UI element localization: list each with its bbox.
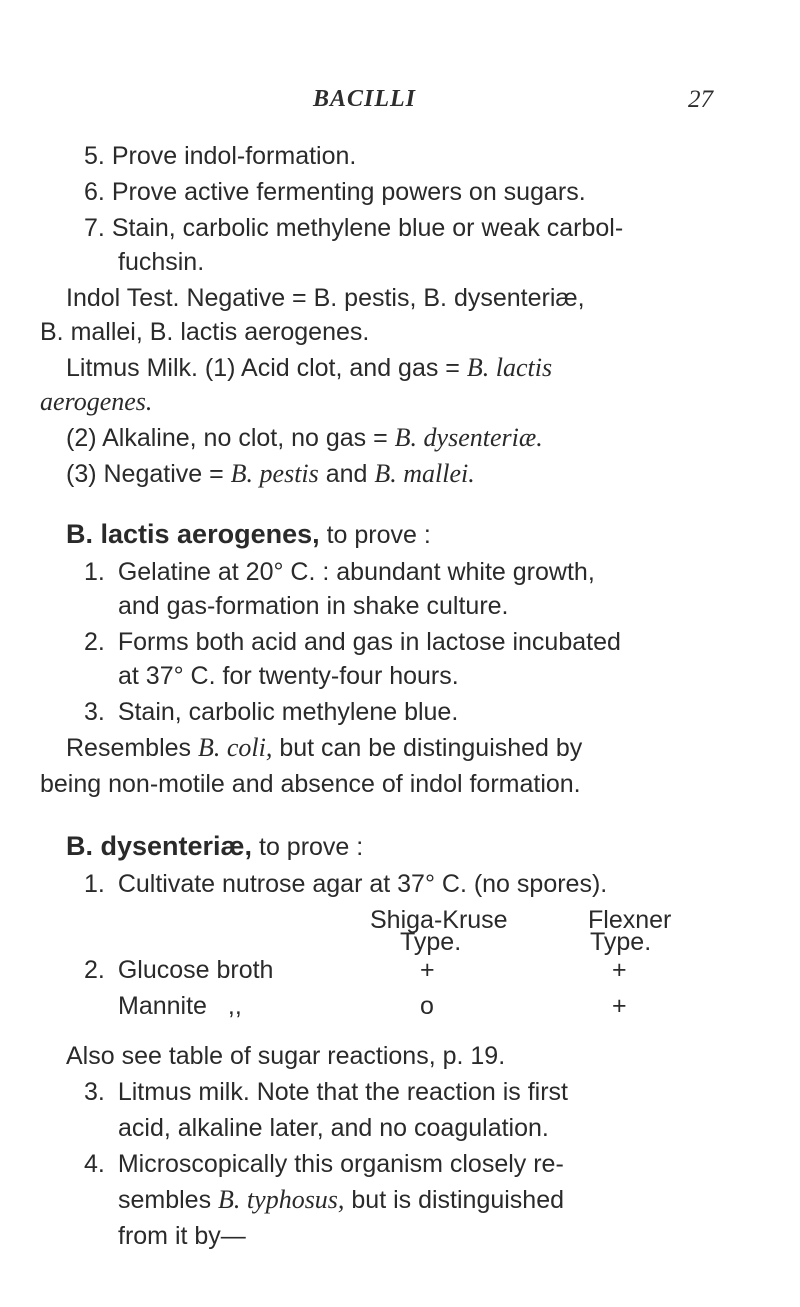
item-text: Cultivate nutrose agar at 37° C. (no spores). — [117, 870, 608, 898]
table-row — [118, 990, 242, 1022]
col-header-flexner-type: Type. — [590, 928, 652, 956]
item-number: 2. — [84, 956, 105, 984]
item-number: 1. — [84, 870, 105, 898]
item-number: 3. — [84, 698, 105, 726]
item-number: 1. — [84, 558, 105, 586]
running-head: BACILLI — [313, 86, 417, 112]
section-heading: B. lactis aerogenes, — [66, 519, 320, 549]
item-number: 4. — [84, 1150, 105, 1178]
species-name: B. pestis — [230, 459, 319, 488]
dysenteriae-item-1 — [84, 868, 607, 900]
species-name: B. mallei. — [374, 459, 475, 488]
resembles-text: but can be distinguished by — [272, 734, 583, 762]
litmus-milk-line-1 — [66, 352, 552, 384]
cell-value: o — [420, 992, 434, 1020]
lactis-item-1 — [84, 556, 595, 588]
item-text: Microscopically this organism closely re- — [117, 1150, 564, 1178]
item-text: Forms both acid and gas in lactose incubated — [117, 628, 621, 656]
litmus-milk-line-4 — [66, 458, 475, 490]
item-text: Prove active fermenting powers on sugars. — [111, 178, 586, 206]
litmus-text: (3) Negative = — [66, 460, 231, 488]
litmus-milk-line-2: aerogenes. — [40, 387, 153, 416]
cell-value: + — [612, 992, 627, 1020]
litmus-text: Litmus Milk. (1) Acid clot, and gas = — [66, 354, 467, 382]
row-label: Mannite — [118, 992, 207, 1020]
item-number: 5. — [84, 142, 105, 170]
col-header-shiga: Shiga-Kruse — [370, 906, 508, 934]
species-name: B. coli, — [198, 733, 273, 762]
lactis-item-2 — [84, 626, 621, 658]
dysenteriae-item-4-line-3: from it by— — [118, 1222, 246, 1250]
heading-suffix: to prove : — [319, 521, 431, 549]
cell-value: + — [612, 956, 627, 984]
lactis-resembles-line-2: being non-motile and absence of indol formation. — [40, 770, 581, 798]
item-text: Prove indol-formation. — [111, 142, 357, 170]
item-text: Gelatine at 20° C. : abundant white growth, — [117, 558, 595, 586]
dysenteriae-item-3-continued: acid, alkaline later, and no coagulation. — [118, 1114, 549, 1142]
item-text: Stain, carbolic methylene blue or weak carbol- — [111, 214, 624, 242]
list-item-5 — [84, 140, 356, 172]
col-header-shiga-type: Type. — [400, 928, 462, 956]
lactis-item-3 — [84, 696, 458, 728]
resembles-text: Resembles — [66, 734, 198, 762]
section-heading: B. dysenteriæ, — [66, 831, 253, 861]
litmus-text: and — [318, 460, 375, 488]
litmus-text: (2) Alkaline, no clot, no gas = — [66, 424, 395, 452]
item-text: sembles — [118, 1186, 219, 1214]
item-number: 7. — [84, 214, 105, 242]
lactis-heading — [66, 518, 431, 551]
dysenteriae-item-4 — [84, 1148, 564, 1180]
indol-test-line-1: Indol Test. Negative = B. pestis, B. dysenteriæ, — [66, 284, 585, 312]
dysenteriae-item-3 — [84, 1076, 568, 1108]
list-item-7 — [84, 212, 623, 244]
page-header — [0, 86, 800, 122]
heading-suffix: to prove : — [252, 833, 364, 861]
table-row — [84, 954, 273, 986]
item-text: Litmus milk. Note that the reaction is first — [117, 1078, 568, 1106]
dysenteriae-heading — [66, 830, 363, 863]
page-number: 27 — [688, 86, 713, 113]
item-number: 6. — [84, 178, 105, 206]
item-text: Stain, carbolic methylene blue. — [117, 698, 459, 726]
item-number: 3. — [84, 1078, 105, 1106]
also-see-line: Also see table of sugar reactions, p. 19. — [66, 1042, 506, 1070]
row-label: Glucose broth — [117, 956, 274, 984]
litmus-milk-line-3 — [66, 422, 543, 454]
cell-value: + — [420, 956, 435, 984]
list-item-7-continued: fuchsin. — [118, 248, 205, 276]
lactis-item-1-continued: and gas-formation in shake culture. — [118, 592, 509, 620]
item-number: 2. — [84, 628, 105, 656]
lactis-item-2-continued: at 37° C. for twenty-four hours. — [118, 662, 459, 690]
species-name: B. typhosus, — [218, 1185, 345, 1214]
item-text: but is distinguished — [344, 1186, 565, 1214]
dysenteriae-item-4-line-2 — [118, 1184, 564, 1216]
species-name: B. dysenteriæ. — [394, 423, 543, 452]
lactis-resembles-line-1 — [66, 732, 582, 764]
list-item-6 — [84, 176, 586, 208]
ditto-mark: ,, — [227, 992, 242, 1020]
indol-test-line-2: B. mallei, B. lactis aerogenes. — [40, 318, 370, 346]
species-name: B. lactis — [466, 353, 553, 382]
col-header-flexner: Flexner — [588, 906, 672, 934]
